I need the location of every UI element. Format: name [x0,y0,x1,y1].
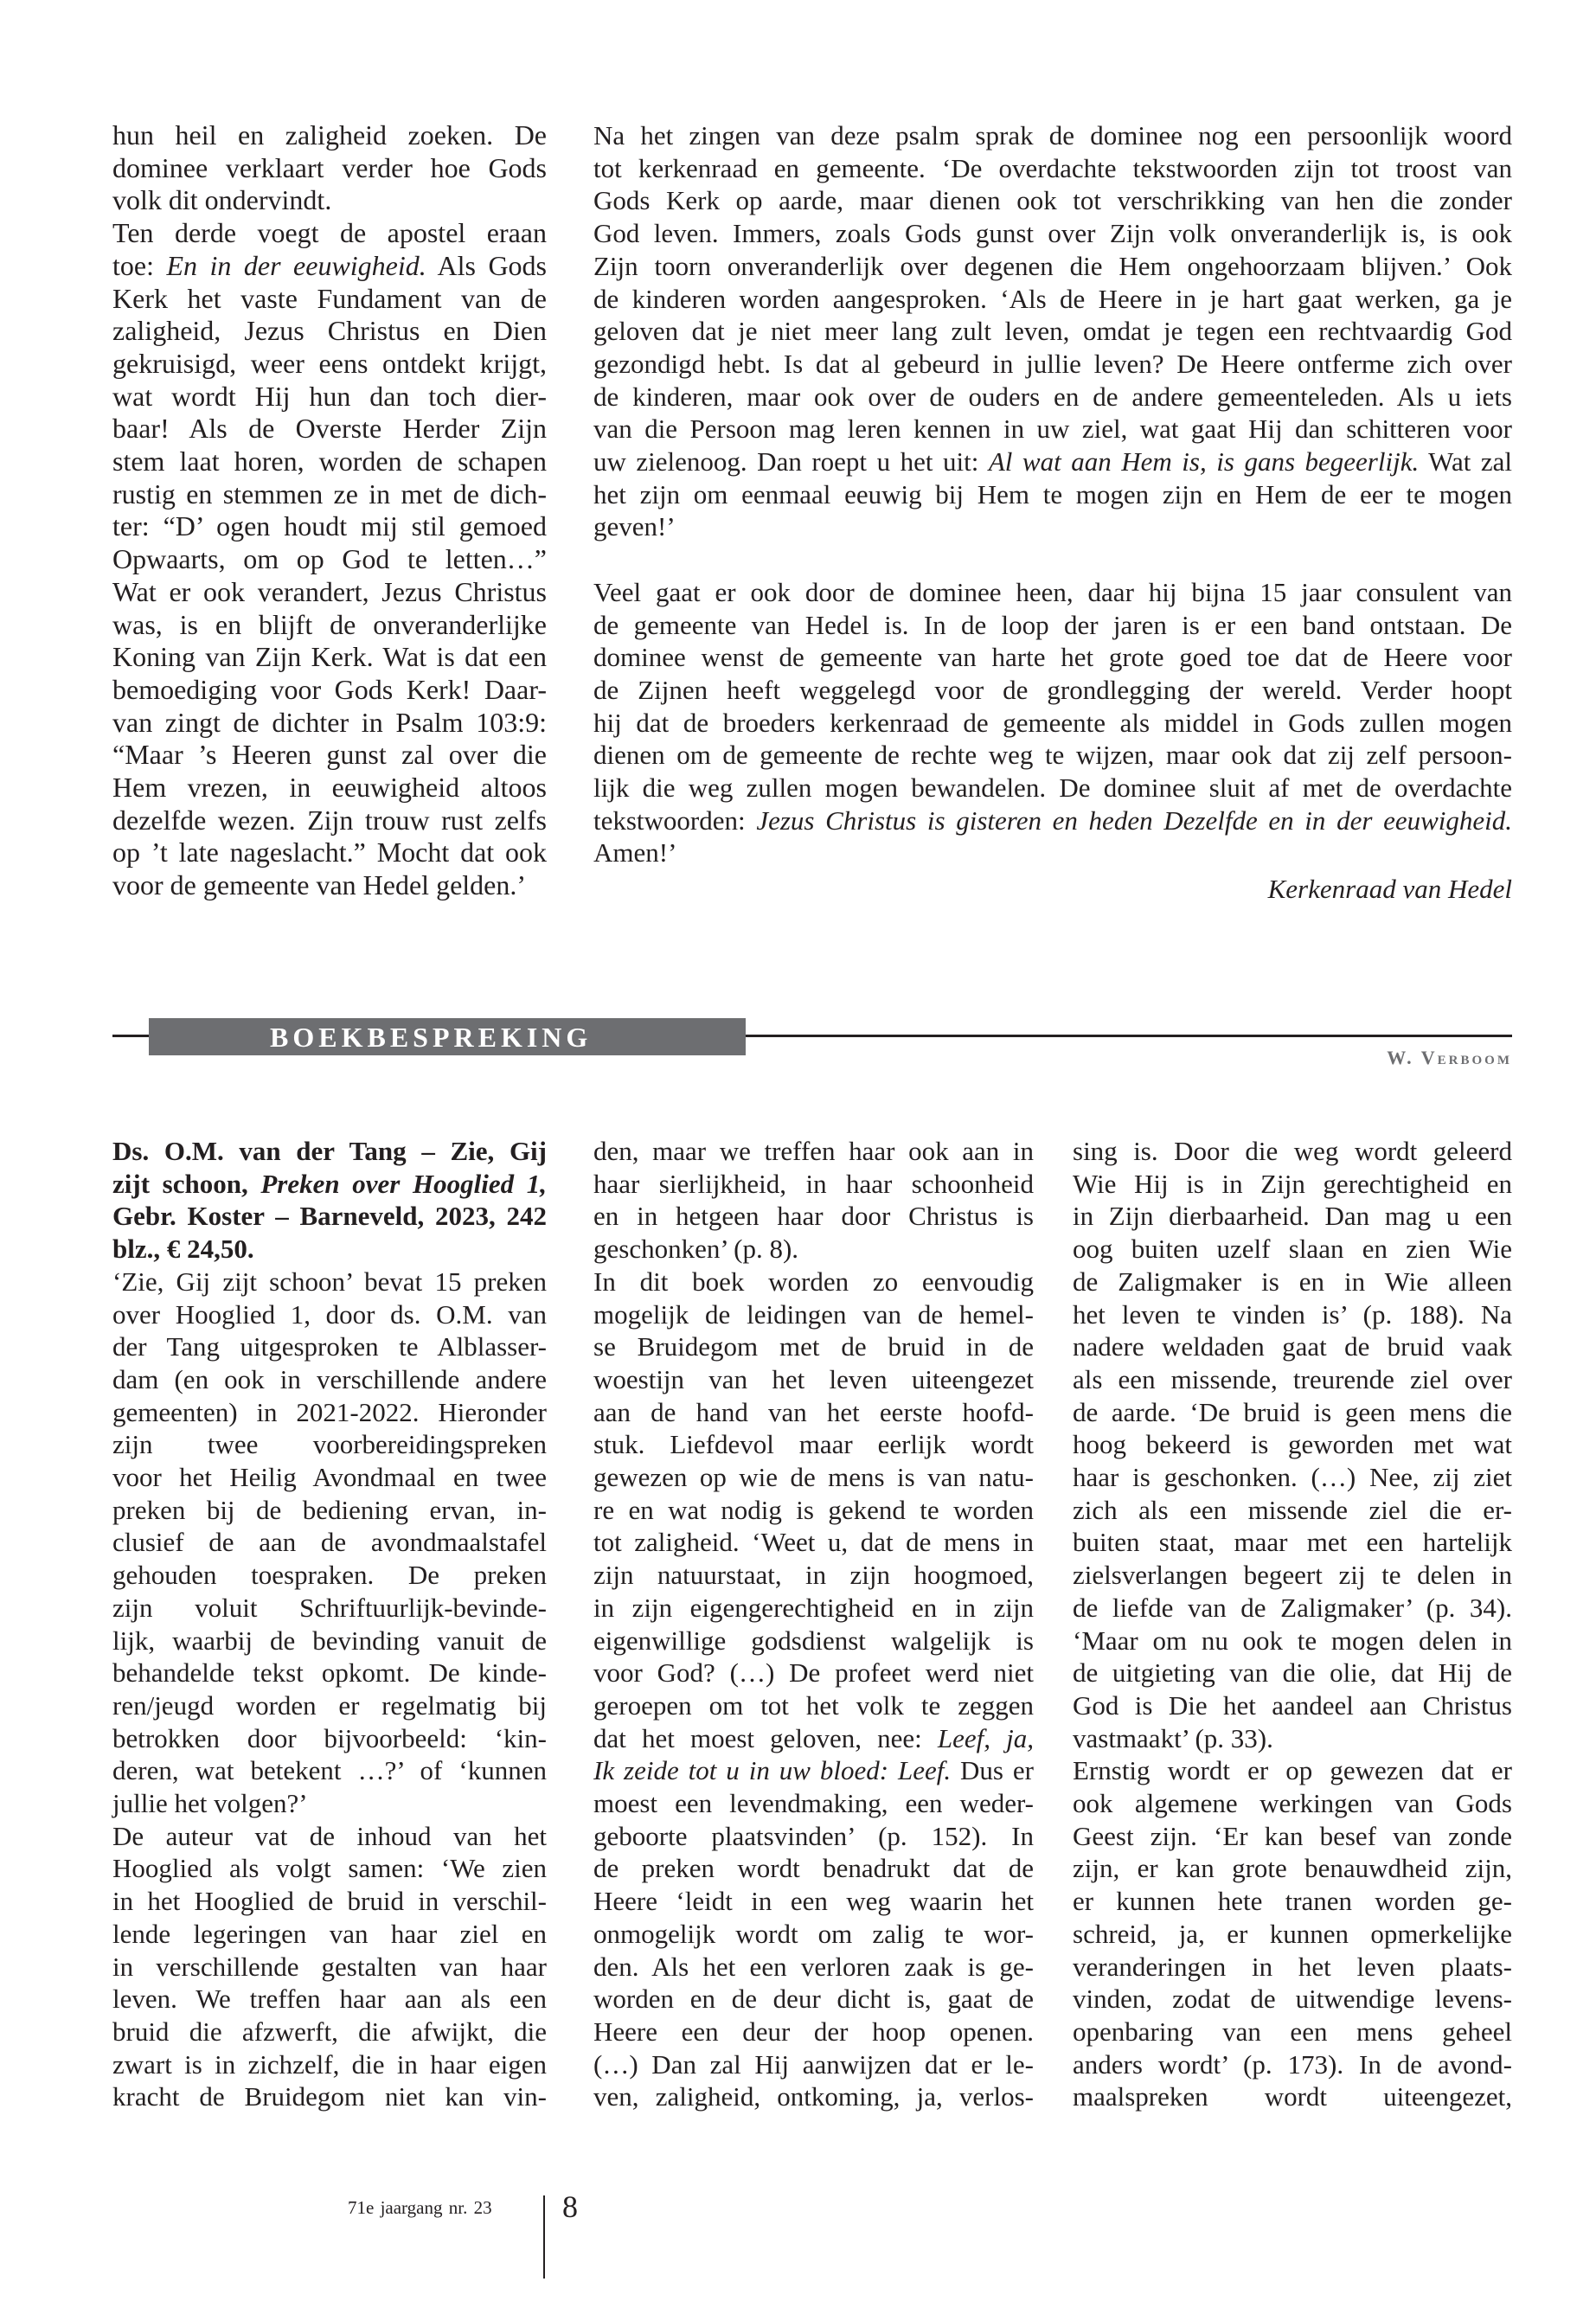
text-line: hij dat de broeders kerkenraad de gemeente als middel in Gods zullen mogen [593,707,1512,738]
text-line: Kerk het vaste Fundament van de [112,282,547,314]
text-line: dominee wenst de gemeente van harte het grote goed toe dat de Heere voor [593,642,1512,673]
text-line: gezondigd hebt. Is dat al gebeurd in jullie leven? De Heere ontferme zich over [593,348,1512,379]
text-line: vinden, zodat de uitwendige levens- [1073,1984,1512,2015]
text-segment: Dus er [951,1755,1034,1786]
review-author: W. Verboom [1387,1047,1512,1068]
text-line: den, maar we treffen haar ook aan in [593,1136,1034,1166]
text-line: Gods Kerk op aarde, maar dienen ook tot verschrikking van hen die zonder [593,185,1512,216]
text-line: ook algemene werkingen van Gods [1073,1788,1512,1819]
issue-label: 71e jaargang nr. 23 [348,2197,492,2218]
text-line: hun heil en zaligheid zoeken. De [112,119,547,151]
text-line: gemeenten) in 2021-2022. Hieronder [112,1396,547,1427]
paragraph [593,1135,1034,1266]
text-line [593,1722,1034,1755]
text-line: rustig en stemmen ze in met de dich- [112,478,547,510]
text-line: zijn voluit Schriftuurlijk-bevinde- [112,1592,547,1623]
text-line: se Bruidegom met de bruid in de [593,1331,1034,1362]
text-line: oog buiten uzelf slaan en zien Wie [1073,1234,1512,1265]
italic-text: Leef, ja, [937,1722,1034,1753]
text-line: voor het Heilig Avondmaal en twee [112,1462,547,1493]
text-line: zijn natuurstaat, in zijn hoogmoed, [593,1560,1034,1591]
text-line: leven. We treffen haar aan als een [112,1984,547,2015]
text-line: blz., € 24,50. [112,1234,254,1265]
text-line: stem laat horen, worden de schapen [112,445,547,478]
text-line: lijk die weg zullen mogen bewandelen. De dominee sluit af met de overdachte [593,772,1512,804]
text-line: en in hetgeen haar door Christus is [593,1201,1034,1232]
text-line: buiten staat, maar met een hartelijk [1073,1527,1512,1558]
text-line: worden en de deur dicht is, gaat de [593,1984,1034,2015]
text-line: in Zijn dierbaarheid. Dan mag u een [1073,1201,1512,1232]
text-line: anders wordt’ (p. 173). In de avond- [1073,2048,1512,2080]
text-line: de Zijnen heeft weggelegd voor de grondlegging der wereld. Verder hoopt [593,674,1512,705]
text-line: Geest zijn. ‘Er kan besef van zonde [1073,1820,1512,1851]
text-line: geven!’ [593,511,676,542]
text-line: ‘Maar om nu ook te mogen delen in [1073,1625,1512,1656]
text-line: hoog bekeerd is geworden met wat [1073,1429,1512,1460]
article-signature: Kerkenraad van Hedel [1267,874,1512,904]
paragraph [112,1820,547,2113]
italic-text: Al wat aan Hem is, is gans begeerlijk. [988,446,1420,478]
text-line: Amen!’ [593,837,677,868]
text-line: van zingt de dichter in Psalm 103:9: [112,706,547,738]
text-line: Wat er ook verandert, Jezus Christus [112,575,547,607]
text-line: de preken wordt benadrukt dat de [593,1853,1034,1884]
text-line: haar sierlijkheid, in haar schoonheid [593,1168,1034,1199]
text-line: de aarde. ‘De bruid is geen mens die [1073,1396,1512,1427]
text-line: bruid die afzwerft, die afwijkt, die [112,2016,547,2047]
text-line: woestijn van het leven uiteengezet [593,1363,1034,1394]
text-line: God leven. Immers, zoals Gods gunst over Zijn volk onveranderlijk is, is ook [593,218,1512,249]
text-line: De auteur vat de inhoud van het [112,1820,547,1851]
text-line: stuk. Liefdevol maar eerlijk wordt [593,1429,1034,1460]
text-line: kracht de Bruidegom niet kan vin- [112,2081,547,2112]
text-line: ‘Zie, Gij zijt schoon’ bevat 15 preken [112,1266,547,1297]
text-line: der Tang uitgesproken te Alblasser- [112,1331,547,1362]
text-line: Gebr. Koster – Barneveld, 2023, 242 [112,1201,547,1232]
text-line: God is Die het aandeel aan Christus [1073,1689,1512,1721]
text-line: clusief de aan de avondmaalstafel [112,1527,547,1558]
review-column-3 [1073,1135,1512,2113]
text-line: ven, zaligheid, ontkoming, ja, verlos- [593,2081,1034,2112]
text-line: behandelde tekst opkomt. De kinde- [112,1657,547,1689]
text-line: deren, wat betekent …?’ of ‘kunnen [112,1755,547,1786]
text-line: Opwaarts, om op God te letten…” [112,543,547,575]
text-line: zielsverlangen begeert zij te delen in [1073,1560,1512,1591]
text-line: Hem vrezen, in eeuwigheid altoos [112,772,547,804]
text-line: Zijn toorn onveranderlijk over degenen die Hem ongehoorzaam blijven.’ Ook [593,250,1512,281]
text-line: baar! Als de Overste Herder Zijn [112,413,547,445]
text-line: lende legeringen van haar ziel en [112,1918,547,1949]
text-line [112,250,547,283]
text-line: de kinderen worden aangesproken. ‘Als de Heere in je hart gaat werken, ga je [593,283,1512,314]
paragraph [593,119,1512,543]
text-line: eigenwillige godsdienst walgelijk is [593,1625,1034,1656]
text-line: preken bij de bediening ervan, in- [112,1494,547,1525]
text-line: het zijn om eenmaal eeuwig bij Hem te mogen zijn en Hem de eer te mogen [593,478,1512,510]
article-column-left [112,119,547,902]
text-segment: Wat zal [1419,446,1512,478]
text-line: Koning van Zijn Kerk. Wat is dat een [112,641,547,673]
text-segment: dat het moest geloven, nee: [593,1722,938,1753]
text-line: de uitgieting van die olie, dat Hij de [1073,1657,1512,1689]
text-line [593,1754,1034,1787]
text-line: Na het zingen van deze psalm sprak de dominee nog een persoonlijk woord [593,120,1512,151]
text-line: geschonken’ (p. 8). [593,1234,799,1265]
text-line: ren/jeugd worden er regelmatig bij [112,1689,547,1721]
paragraph [1073,1754,1512,2113]
text-line: In dit boek worden zo eenvoudig [593,1266,1034,1297]
text-line: bemoediging voor Gods Kerk! Daar- [112,673,547,705]
text-line: de Zaligmaker is en in Wie alleen [1073,1266,1512,1297]
text-line: Veel gaat er ook door de dominee heen, daar hij bijna 15 jaar consulent van [593,576,1512,607]
text-line: Wie Hij is in Zijn gerechtigheid en [1073,1168,1512,1199]
text-line: nadere weldaden gaat de bruid vaak [1073,1331,1512,1362]
text-line: mogelijk de leidingen van de hemel- [593,1298,1034,1330]
text-segment: toe: [112,249,167,281]
text-line: maalspreken wordt uiteengezet, [1073,2081,1512,2112]
text-line: (…) Dan zal Hij aanwijzen dat er le- [593,2048,1034,2080]
text-line: vastmaakt’ (p. 33). [1073,1722,1273,1753]
text-line: er kunnen hete tranen worden ge- [1073,1886,1512,1917]
text-line: sing is. Door die weg wordt geleerd [1073,1136,1512,1166]
text-line: Ten derde voegt de apostel eraan [112,217,547,249]
text-line: zwart is in zichzelf, die in haar eigen [112,2048,547,2080]
paragraph [593,1266,1034,2113]
text-line: gekruisigd, weer eens ontdekt krijgt, [112,347,547,379]
text-line: wat wordt Hij hun dan toch dier- [112,380,547,412]
text-line: in het Hooglied de bruid in verschil- [112,1886,547,1917]
text-segment: zijt schoon, [112,1168,261,1199]
text-line: ter: “D’ ogen houdt mij stil gemoed [112,510,547,542]
text-line: dam (en ook in verschillende andere [112,1363,547,1394]
text-line: de liefde van de Zaligmaker’ (p. 34). [1073,1592,1512,1623]
text-line: de gemeente van Hedel is. In de loop der jaren is er een band ontstaan. De [593,609,1512,640]
italic-text: En in der eeuwigheid. [166,249,426,281]
italic-text: Preken over Hooglied 1, [260,1168,547,1199]
text-line: tot zaligheid. ‘Weet u, dat de mens in [593,1527,1034,1558]
text-line [112,1168,547,1201]
text-line: haar is geschonken. (…) Nee, zij ziet [1073,1462,1512,1493]
text-line: zaligheid, Jezus Christus en Dien [112,315,547,347]
text-line: geboorte plaatsvinden’ (p. 152). In [593,1820,1034,1851]
italic-text: Jezus Christus is gisteren en heden Dezelfde en in der eeuwigheid. [756,804,1512,836]
text-segment: uw zielenoog. Dan roept u het uit: [593,446,989,478]
paragraph [1073,1135,1512,1754]
text-line: zijn, er kan grote benauwdheid zijn, [1073,1853,1512,1884]
paragraph [112,217,547,902]
text-line: Ds. O.M. van der Tang – Zie, Gij [112,1136,547,1166]
text-line: veranderingen in het leven plaats- [1073,1951,1512,1982]
text-line: dominee verklaart verder hoe Gods [112,151,547,183]
paragraph [112,1266,547,1820]
text-line: geroepen om tot het volk te zeggen [593,1689,1034,1721]
text-line: moest een levendmaking, een weder- [593,1788,1034,1819]
text-segment: tekstwoorden: [593,804,757,836]
text-line: voor de gemeente van Hedel gelden.’ [112,869,527,901]
text-line: Ernstig wordt er op gewezen dat er [1073,1755,1512,1786]
text-line: onmogelijk wordt om zalig te wor- [593,1918,1034,1949]
text-segment: Als Gods [426,249,548,281]
text-line: dienen om de gemeente de rechte weg te wijzen, maar ook dat zij zelf persoon- [593,740,1512,771]
text-line: Hooglied als volgt samen: ‘We zien [112,1853,547,1884]
text-line: jullie het volgen?’ [112,1788,308,1819]
text-line: voor God? (…) De profeet werd niet [593,1657,1034,1689]
text-line: van die Persoon mag leren kennen in uw ziel, wat gaat Hij dan schitteren voor [593,413,1512,445]
text-line: zijn twee voorbereidingspreken [112,1429,547,1460]
paragraph [593,576,1512,869]
paragraph [112,119,547,217]
book-heading [112,1135,547,1266]
page-number: 8 [562,2189,578,2224]
text-line: aan de hand van het eerste hoofd- [593,1396,1034,1427]
footer-separator [543,2195,545,2279]
text-line: gewezen op wie de mens is van natu- [593,1462,1034,1493]
article-column-right [593,119,1512,869]
text-line: Heere een deur der hoop openen. [593,2016,1034,2047]
text-line: tot kerkenraad en gemeente. ‘De overdachte tekstwoorden zijn tot troost van [593,152,1512,183]
text-line: op ’t late nageslacht.” Mocht dat ook [112,836,547,868]
text-line: in verschillende gestalten van haar [112,1951,547,1982]
text-line: zich als een missende ziel die er- [1073,1494,1512,1525]
text-line: geloven dat je niet meer lang zult leven, omdat je tegen een rechtvaardig God [593,316,1512,347]
text-line: den. Als het een verloren zaak is ge- [593,1951,1034,1982]
text-line: het leven te vinden is’ (p. 188). Na [1073,1298,1512,1330]
text-line: volk dit ondervindt. [112,184,332,216]
text-line: in zijn eigengerechtigheid en in zijn [593,1592,1034,1623]
section-title: BOEKBESPREKING [270,1022,593,1053]
text-line: openbaring van een mens geheel [1073,2016,1512,2047]
text-line: was, is en blijft de onveranderlijke [112,608,547,640]
text-line: betrokken door bijvoorbeeld: ‘kin- [112,1722,547,1753]
text-line [593,804,1512,837]
text-line: gehouden toespraken. De preken [112,1560,547,1591]
text-line: de kinderen, maar ook over de ouders en de andere gemeenteleden. Als u iets [593,381,1512,412]
text-line: lijk, waarbij de bevinding vanuit de [112,1625,547,1656]
text-line: dezelfde wezen. Zijn trouw rust zelfs [112,804,547,836]
text-line: over Hooglied 1, door ds. O.M. van [112,1298,547,1330]
section-header-bar [149,1018,746,1055]
review-column-1 [112,1135,547,2113]
text-line: “Maar ’s Heeren gunst zal over die [112,739,547,771]
text-line: als een missende, treurende ziel over [1073,1363,1512,1394]
text-line [593,445,1512,478]
text-line: re en wat nodig is gekend te worden [593,1494,1034,1525]
italic-text: Ik zeide tot u in uw bloed: Leef. [593,1755,952,1786]
text-line: schreid, ja, er kunnen opmerkelijke [1073,1918,1512,1949]
text-line: Heere ‘leidt in een weg waarin het [593,1886,1034,1917]
review-column-2 [593,1135,1034,2113]
